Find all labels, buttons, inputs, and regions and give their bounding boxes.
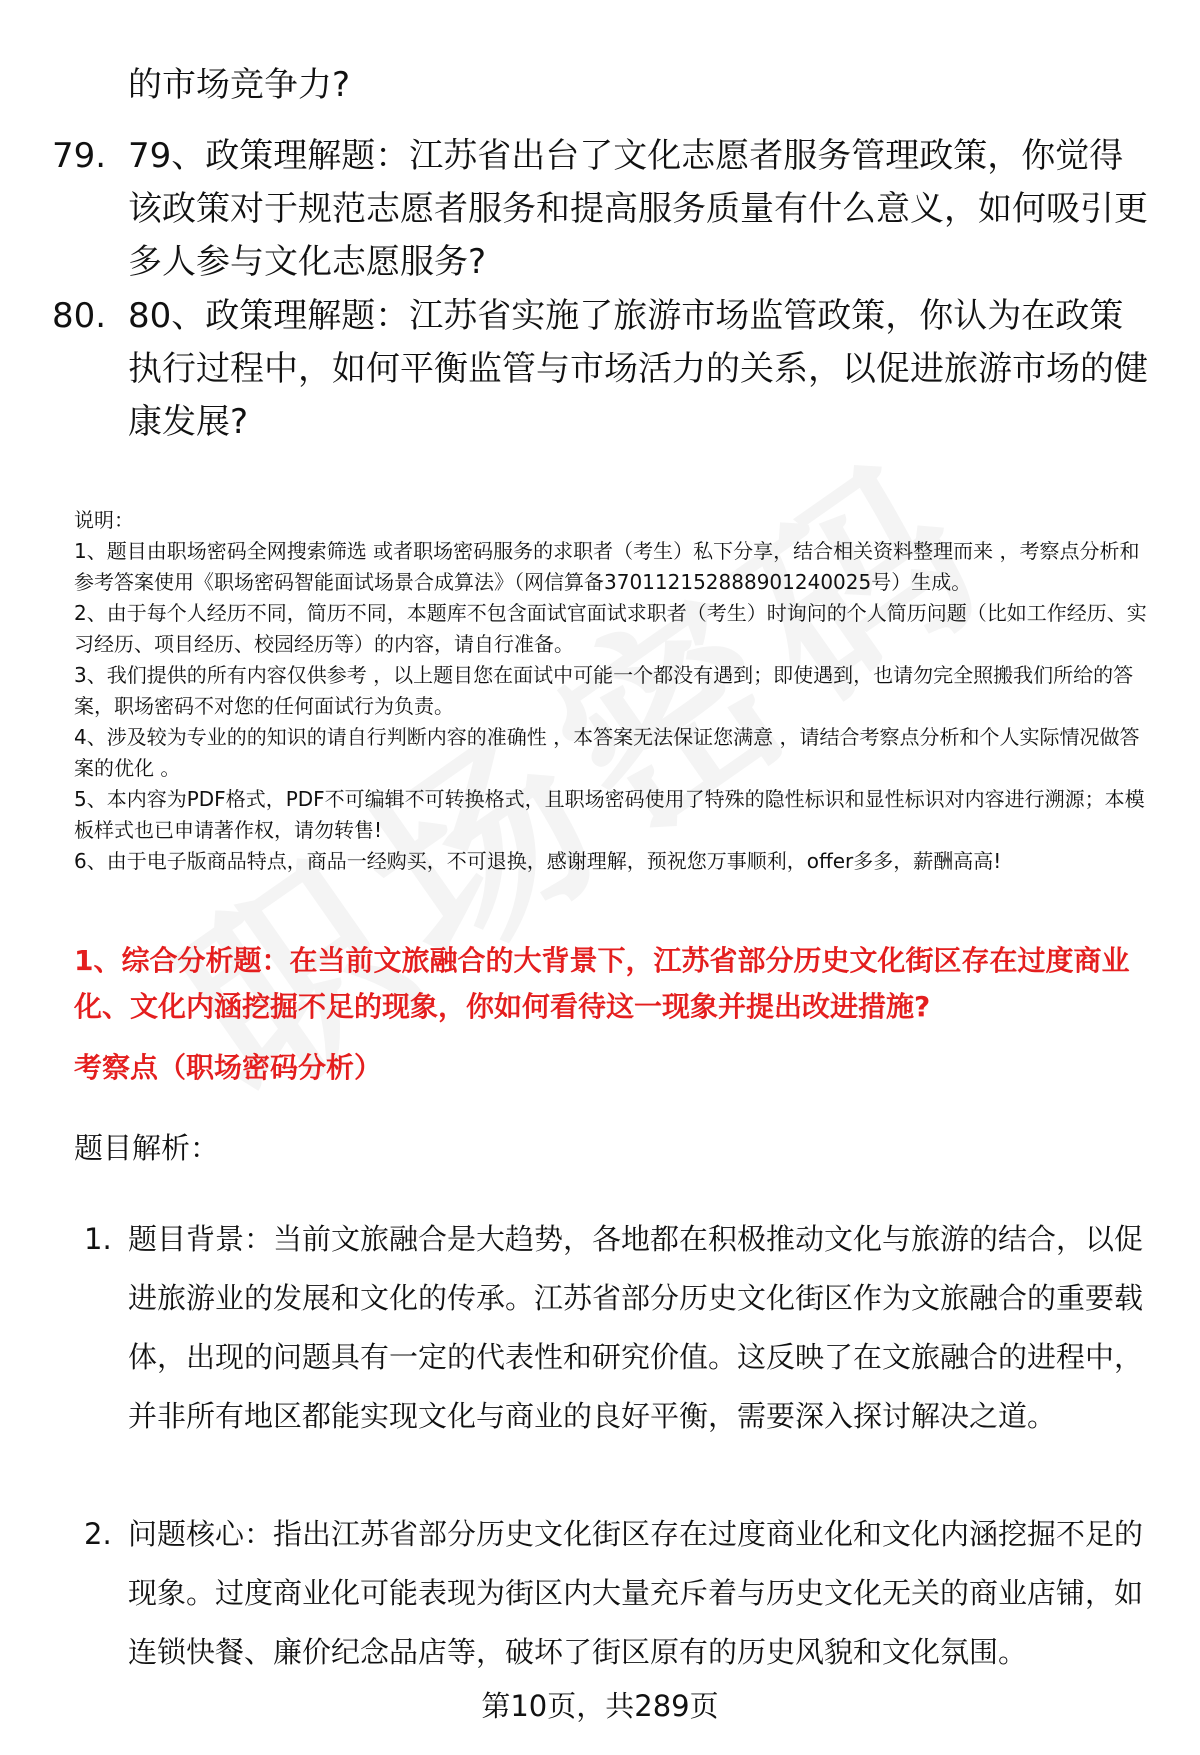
analysis-number: 1. bbox=[84, 1222, 112, 1256]
note-item: 1、题目由职场密码全网搜索筛选 或者职场密码服务的求职者（考生）私下分享，结合相关资料整理而来 ，考察点分析和参考答案使用《职场密码智能面试场景合成算法》（网信算备370112152888901240025号）生成。 bbox=[74, 539, 1140, 594]
analysis-number: 2. bbox=[84, 1517, 112, 1551]
analysis-item-2 bbox=[84, 1505, 1164, 1682]
analysis-item-1 bbox=[84, 1210, 1164, 1446]
analysis-text: 题目背景：当前文旅融合是大趋势，各地都在积极推动文化与旅游的结合，以促进旅游业的发展和文化的传承。江苏省部分历史文化街区作为文旅融合的重要载体，出现的问题具有一定的代表性和研究价值。这反映了在文旅融合的进程中，并非所有地区都能实现文化与商业的良好平衡，需要深入探讨解决之道。 bbox=[128, 1222, 1144, 1433]
note-item: 3、我们提供的所有内容仅供参考 ，以上题目您在面试中可能一个都没有遇到；即使遇到，也请勿完全照搬我们所给的答案，职场密码不对您的任何面试行为负责。 bbox=[74, 663, 1134, 718]
notes-heading: 说明： bbox=[74, 508, 134, 532]
note-item: 5、本内容为PDF格式，PDF不可编辑不可转换格式，且职场密码使用了特殊的隐性标识和显性标识对内容进行溯源；本模板样式也已申请著作权，请勿转售! bbox=[74, 787, 1145, 842]
continuation-line: 的市场竞争力? bbox=[128, 65, 351, 105]
question-text: 79、政策理解题：江苏省出台了文化志愿者服务管理政策，你觉得该政策对于规范志愿者服务和提高服务质量有什么意义，如何吸引更多人参与文化志愿服务? bbox=[128, 136, 1148, 282]
question-item-80 bbox=[52, 290, 1152, 449]
main-question: 1、综合分析题：在当前文旅融合的大背景下，江苏省部分历史文化街区存在过度商业化、文化内涵挖掘不足的现象，你如何看待这一现象并提出改进措施? bbox=[74, 944, 1130, 1023]
notes-section bbox=[74, 505, 1159, 877]
question-number: 79. bbox=[52, 136, 107, 176]
analysis-text: 问题核心：指出江苏省部分历史文化街区存在过度商业化和文化内涵挖掘不足的现象。过度商业化可能表现为街区内大量充斥着与历史文化无关的商业店铺，如连锁快餐、廉价纪念品店等，破坏了街区原有的历史风貌和文化氛围。 bbox=[128, 1517, 1144, 1669]
examine-point-heading: 考察点（职场密码分析） bbox=[74, 1051, 383, 1084]
note-item: 6、由于电子版商品特点，商品一经购买，不可退换，感谢理解，预祝您万事顺利，offer多多，薪酬高高! bbox=[74, 849, 1002, 873]
question-text: 80、政策理解题：江苏省实施了旅游市场监管政策，你认为在政策执行过程中，如何平衡监管与市场活力的关系，以促进旅游市场的健康发展? bbox=[128, 296, 1148, 442]
page-footer: 第10页，共289页 bbox=[481, 1689, 719, 1723]
question-item-79 bbox=[52, 130, 1152, 289]
note-item: 2、由于每个人经历不同，简历不同，本题库不包含面试官面试求职者（考生）时询问的个人简历问题（比如工作经历、实习经历、项目经历、校园经历等）的内容，请自行准备。 bbox=[74, 601, 1147, 656]
analysis-label: 题目解析： bbox=[74, 1131, 220, 1165]
note-item: 4、涉及较为专业的的知识的请自行判断内容的准确性 ，本答案无法保证您满意 ，请结合考察点分析和个人实际情况做答案的优化 。 bbox=[74, 725, 1140, 780]
question-number: 80. bbox=[52, 296, 107, 336]
